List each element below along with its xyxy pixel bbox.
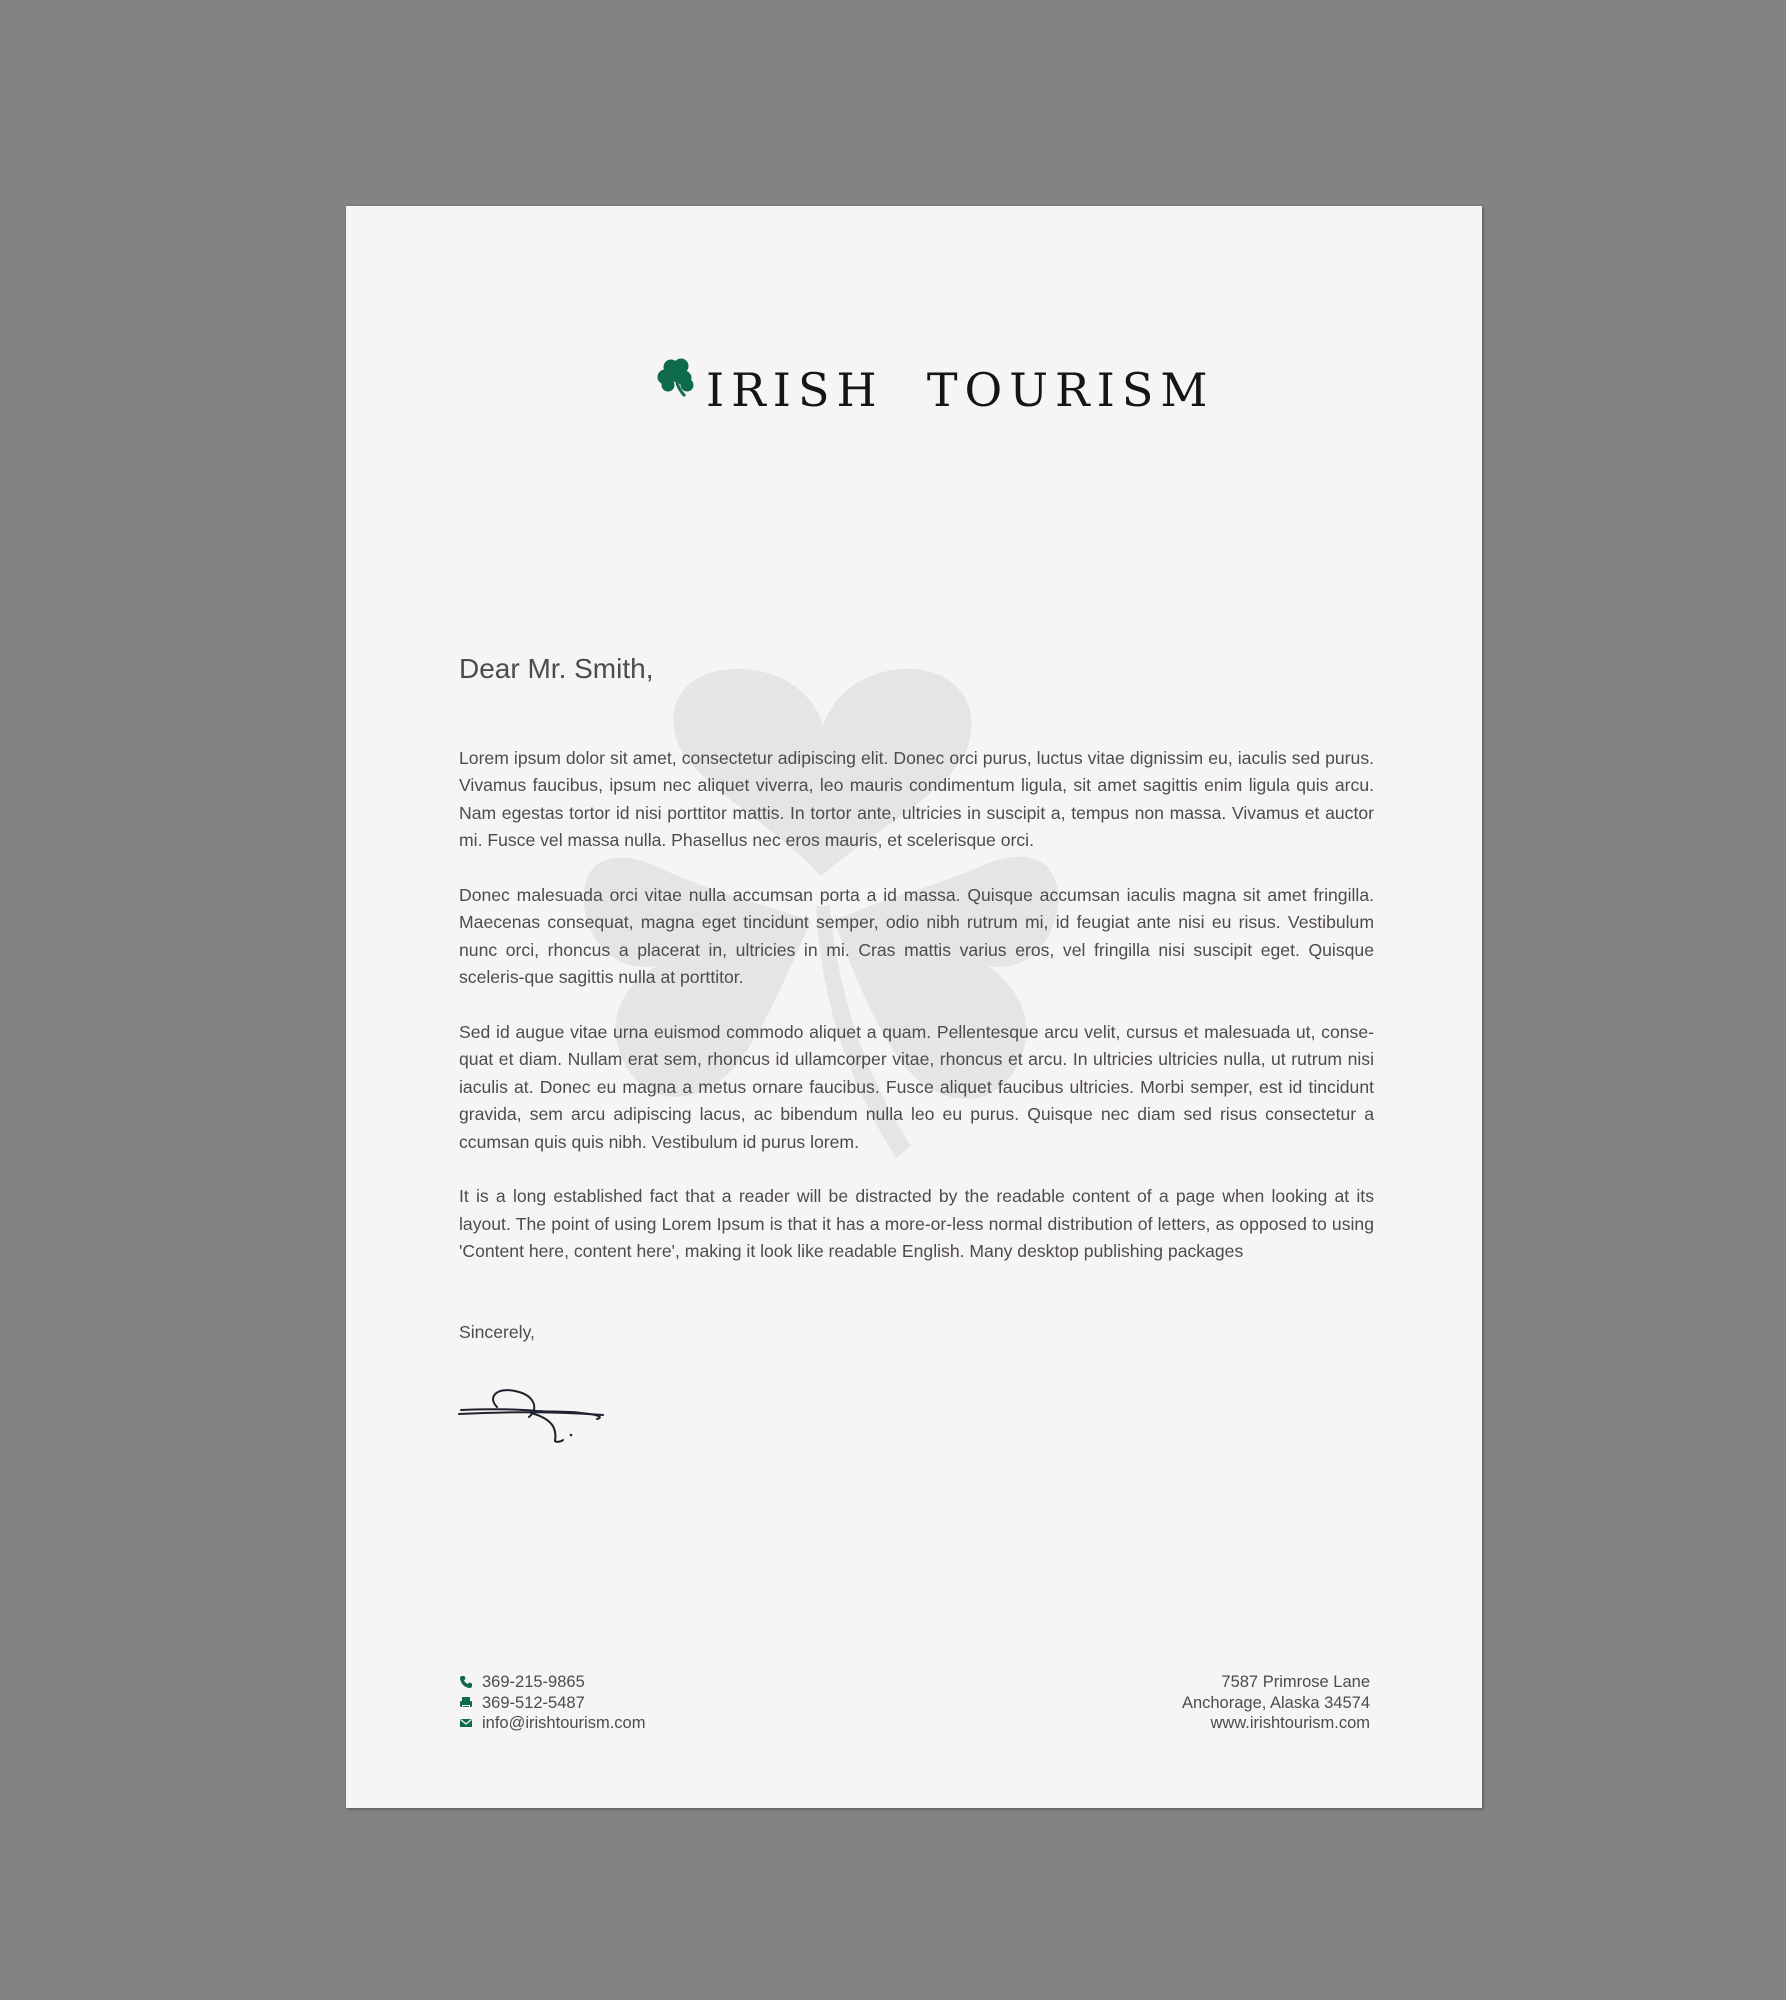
salutation: Dear Mr. Smith,	[459, 653, 654, 684]
email-address[interactable]: info@irishtourism.com	[482, 1714, 646, 1732]
fax-icon	[459, 1696, 473, 1710]
brand-logo	[654, 350, 1214, 430]
paragraph: Sed id augue vitae urna euismod commodo aliquet a quam. Pellentesque arcu velit, cursus et malesuada ut, conse-quat et diam. Nullam erat sem, rhoncus id ullamcorper vitae, rhoncus et arcu. In ultricies ultricies nulla, ut rutrum nisi iaculis at. Donec eu magna a metus ornare faucibus. Fusce aliquet faucibus ultricies. Morbi semper, est id tincidunt gravida, sem arcu adipiscing lacus, ac bibendum nulla leo eu purus. Quisque nec diam sed risus consectetur a ccumsan quis quis nibh. Vestibulum id purus lorem.	[459, 1021, 1374, 1152]
paragraph: Lorem ipsum dolor sit amet, consectetur adipiscing elit. Donec orci purus, luctus vitae dignissim eu, iaculis sed purus. Vivamus faucibus, ipsum nec aliquet viverra, leo mauris condimentum ligula, sit amet sagittis enim ligula quis arcu. Nam egestas tortor id nisi porttitor mattis. In tortor ante, ultricies in suscipit a, tempus non massa. Vivamus et auctor mi. Fusce vel massa nulla. Phasellus nec eros mauris, et scelerisque orci.	[459, 747, 1374, 851]
email-row	[459, 1713, 645, 1734]
envelope-icon	[459, 1716, 473, 1730]
brand-name: IRISH TOURISM	[706, 363, 1215, 417]
closing: Sincerely,	[459, 1321, 535, 1342]
paragraph: Donec malesuada orci vitae nulla accumsan porta a id massa. Quisque accumsan iaculis magna sit amet fringilla. Maecenas consequat, magna eget tincidunt semper, odio nibh rutrum mi, id feugiat ante nisi eu risus. Vestibulum nunc orci, rhoncus a placerat in, ultricies in mi. Cras mattis varius eros, vel fringilla nisi suscipit eget. Quisque sceleris-que sagittis nulla at porttitor.	[459, 884, 1374, 988]
fax-number[interactable]: 369-512-5487	[482, 1693, 585, 1712]
letterhead-page	[346, 206, 1482, 1808]
address-block	[1182, 1672, 1370, 1734]
paragraph: It is a long established fact that a reader will be distracted by the readable content of a page when looking at its layout. The point of using Lorem Ipsum is that it has a more-or-less normal distribution of letters, as opposed to using 'Content here, content here', making it look like readable English. Many desktop publishing packages	[459, 1186, 1374, 1262]
phone-number[interactable]: 369-215-9865	[482, 1673, 585, 1691]
phone-icon	[459, 1675, 473, 1689]
website-link[interactable]: www.irishtourism.com	[1210, 1714, 1370, 1732]
fax-row	[459, 1693, 645, 1714]
signature	[457, 1383, 607, 1445]
shamrock-icon	[654, 354, 700, 400]
street-address: 7587 Primrose Lane	[1221, 1673, 1370, 1691]
phone-row	[459, 1672, 645, 1693]
letter-body	[459, 652, 1374, 1343]
city-address: Anchorage, Alaska 34574	[1181, 1693, 1370, 1712]
contact-info	[459, 1672, 645, 1734]
